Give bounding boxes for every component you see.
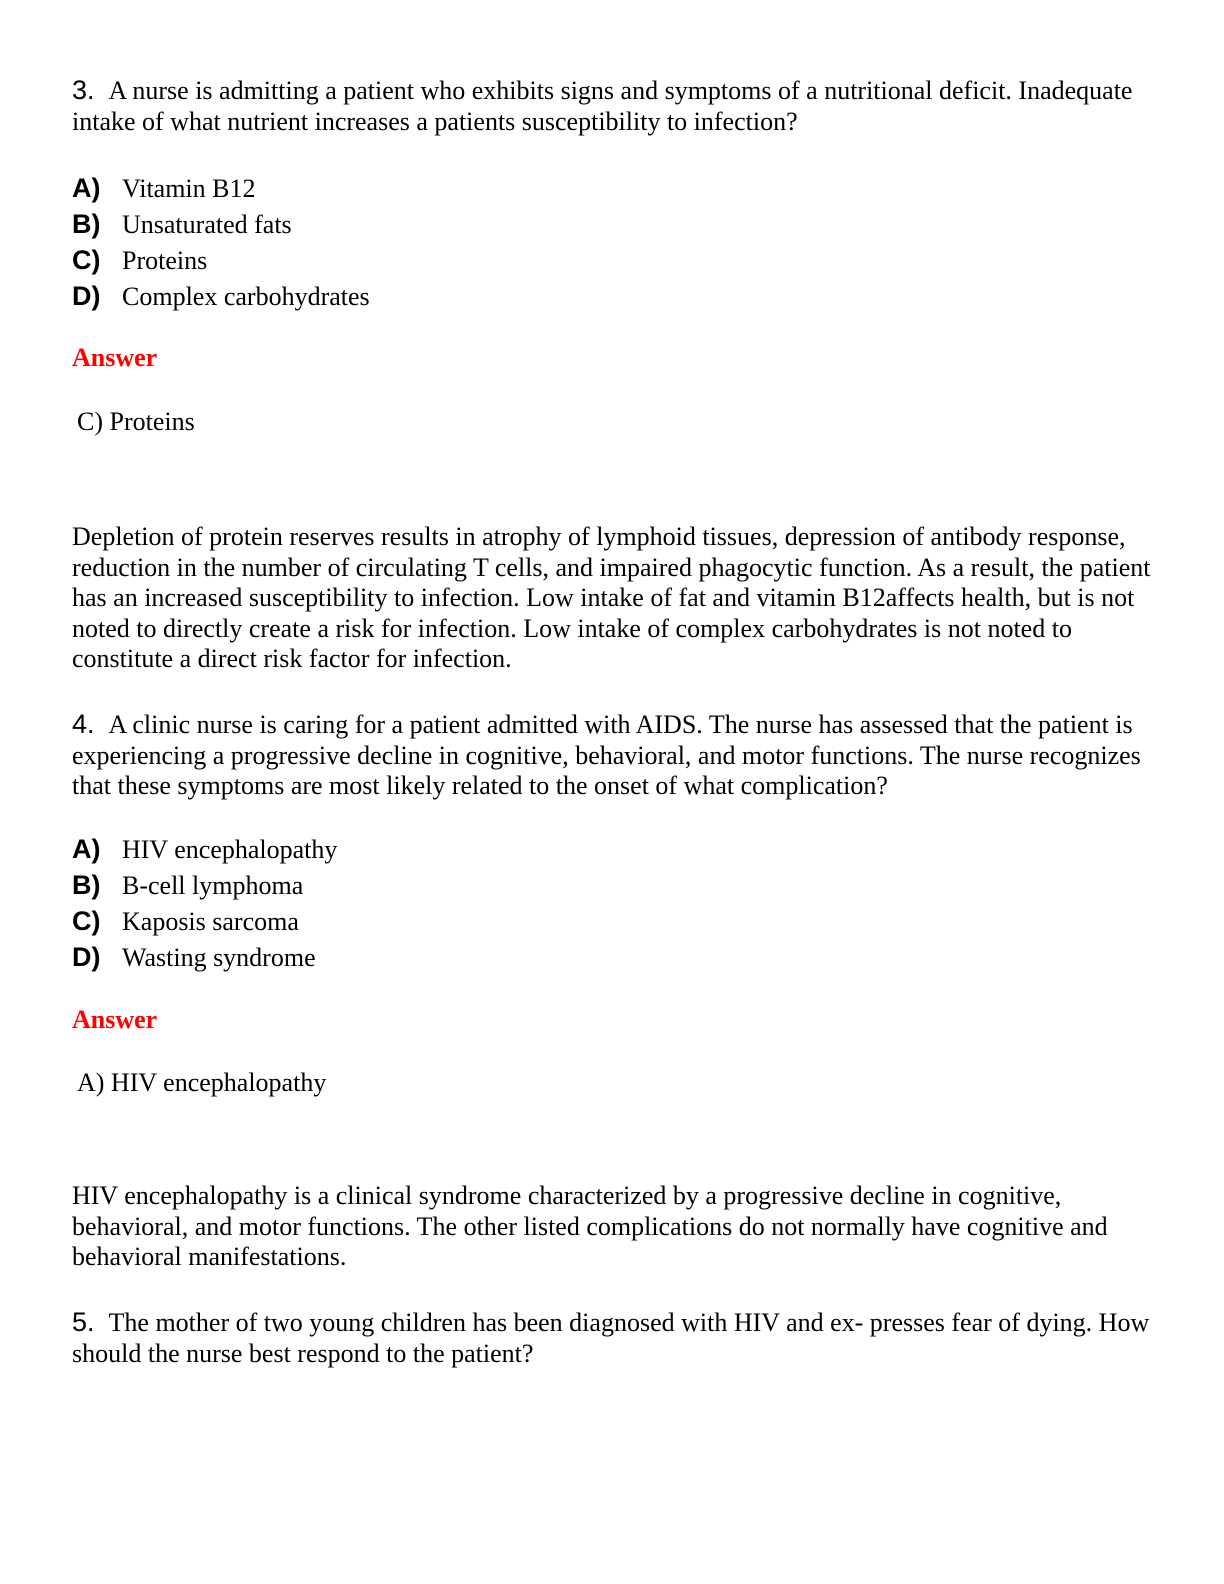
- option-c: [72, 903, 1152, 939]
- option-c: [72, 242, 1152, 278]
- option-d: [72, 939, 1152, 975]
- question-text: The mother of two young children has been diagnosed with HIV and ex- presses fear of dying. How should the nurse best respond to the patient?: [72, 1308, 1150, 1368]
- question-4-options: [72, 831, 1152, 975]
- option-letter: A): [72, 173, 101, 203]
- option-d: [72, 278, 1152, 314]
- option-b: [72, 206, 1152, 242]
- question-3-options: [72, 170, 1152, 314]
- option-text: Wasting syndrome: [122, 943, 316, 972]
- option-letter: C): [72, 906, 101, 936]
- question-number: 3.: [72, 75, 95, 105]
- question-text: A nurse is admitting a patient who exhibits signs and symptoms of a nutritional deficit. Inadequate intake of what nutrient increases a patients susceptibility to infection?: [72, 76, 1133, 136]
- question-number: 5.: [72, 1307, 95, 1337]
- option-text: HIV encephalopathy: [122, 835, 338, 864]
- option-a: [72, 170, 1152, 206]
- question-4-stem: [72, 709, 1152, 802]
- option-letter: D): [72, 942, 101, 972]
- question-3-stem: [72, 75, 1152, 137]
- option-letter: D): [72, 281, 101, 311]
- question-5-stem: [72, 1307, 1152, 1369]
- option-a: [72, 831, 1152, 867]
- option-text: Kaposis sarcoma: [122, 907, 299, 936]
- answer-value: A) HIV encephalopathy: [77, 1068, 327, 1097]
- option-letter: B): [72, 209, 101, 239]
- option-b: [72, 867, 1152, 903]
- option-text: Vitamin B12: [122, 174, 256, 203]
- answer-label: Answer: [72, 1005, 158, 1034]
- answer-label: Answer: [72, 343, 158, 372]
- option-text: B-cell lymphoma: [122, 871, 304, 900]
- option-text: Complex carbohydrates: [122, 282, 370, 311]
- rationale-paragraph: HIV encephalopathy is a clinical syndrome characterized by a progressive decline in cognitive, behavioral, and motor functions. The other listed complications do not normally have cognitive and behavioral manifestations.: [72, 1181, 1108, 1271]
- question-number: 4.: [72, 709, 95, 739]
- option-text: Unsaturated fats: [122, 210, 292, 239]
- answer-value: C) Proteins: [77, 407, 195, 436]
- option-letter: B): [72, 870, 101, 900]
- option-text: Proteins: [122, 246, 208, 275]
- question-text: A clinic nurse is caring for a patient admitted with AIDS. The nurse has assessed that the patient is experiencing a progressive decline in cognitive, behavioral, and motor functions. The nurse recognizes that these symptoms are most likely related to the onset of what complication?: [72, 710, 1141, 800]
- option-letter: C): [72, 245, 101, 275]
- rationale-paragraph: Depletion of protein reserves results in atrophy of lymphoid tissues, depression of antibody response, reduction in the number of circulating T cells, and impaired phagocytic function. As a result, the patient has an increased susceptibility to infection. Low intake of fat and vitamin B12affects health, but is not noted to directly create a risk for infection. Low intake of complex carbohydrates is not noted to constitute a direct risk factor for infection.: [72, 522, 1151, 673]
- option-letter: A): [72, 834, 101, 864]
